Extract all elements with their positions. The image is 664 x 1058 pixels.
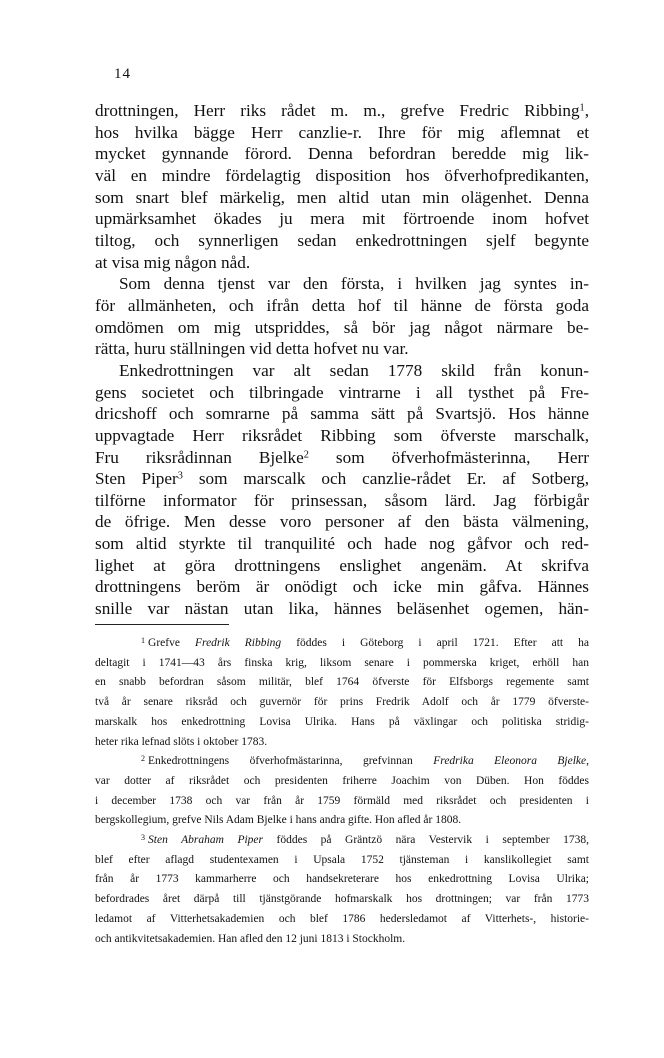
body-line <box>95 273 589 295</box>
footnote-text: heter rika lefnad slöts i oktober 1783. <box>95 735 268 748</box>
footnote-text: från år 1773 kammarherre och handsekreterare hos enkedrottning Lovisa Ulrika; <box>95 873 589 886</box>
body-line-text: de öfrige. Men desse voro personer af den bästa välmening, <box>95 512 589 532</box>
footnote-line <box>95 634 589 654</box>
body-line-text: at visa mig någon nåd. <box>95 252 251 272</box>
footnote-marker: 3 <box>141 832 146 842</box>
body-line <box>95 425 589 447</box>
footnote-text: föddes på Gräntzö nära Vestervik i september 1738, <box>263 834 589 847</box>
footnote-line <box>95 654 589 674</box>
body-line-text: som marscalk och canzlie-rådet Er. af Sotberg, <box>182 469 589 489</box>
footnote-person-name: Fredrik Ribbing <box>195 637 282 649</box>
body-line <box>95 122 589 144</box>
footnote-line <box>95 851 589 871</box>
body-line-text: som altid styrkte til tranquilité och hade nog gåfvor och red- <box>95 534 589 554</box>
footnote-text: två år senare riksråd och guvernör för prins Fredrik Adolf och år 1779 öfverste- <box>95 696 589 709</box>
footnote-text: ledamot af Vitterhetsakademien och blef 1786 hedersledamot af Vitterhets-, historie- <box>95 912 589 925</box>
body-line-text: rätta, huru ställningen vid detta hofvet nu var. <box>95 339 409 359</box>
body-line-text: Fru riksrådinnan Bjelke <box>95 447 304 467</box>
body-line-text: Sten Piper <box>95 469 178 489</box>
footnote-text: föddes i Göteborg i april 1721. Efter att ha <box>281 637 589 649</box>
footnote-text: befordrades året därpå till tjänstgörande hofmarskalk hos drottningen; var från 1773 <box>95 893 589 906</box>
footnote-text: blef efter aflagd studentexamen i Upsala 1752 tjänsteman i kanslikollegiet samt <box>95 853 589 866</box>
footnote-line <box>95 831 589 851</box>
body-line-text: drottningens beröm är onödigt och icke min gåfva. Hännes <box>95 577 589 597</box>
body-line-text: väl en mindre fördelagtig disposition hos öfverhofpredikanten, <box>95 165 589 185</box>
footnote-text: bergskollegium, grefve Nils Adam Bjelke i hans andra gifte. Hon afled år 1808. <box>95 814 462 827</box>
body-text <box>95 100 589 620</box>
footnote-text: i december 1738 och var från år 1759 förmäld med riksrådet och presidenten i <box>95 794 589 807</box>
body-line <box>95 447 589 469</box>
body-line <box>95 533 589 555</box>
footnote-line <box>95 772 589 792</box>
footnote-reference: 2 <box>303 448 309 460</box>
body-line <box>95 360 589 382</box>
footnote-text: en snabb befordran såsom militär, blef 1764 öfverste för Elfsborgs regemente samt <box>95 676 589 689</box>
footnotes <box>95 634 589 949</box>
body-line <box>95 468 589 490</box>
body-line <box>95 208 589 230</box>
footnote-reference: 1 <box>579 102 585 114</box>
body-line <box>95 382 589 404</box>
body-line <box>95 511 589 533</box>
body-line-text: tiltog, och synnerligen sedan enkedrottningen sjelf begynte <box>95 230 589 250</box>
footnote-separator <box>95 624 229 625</box>
footnote-text: , <box>586 755 590 768</box>
body-line <box>95 403 589 425</box>
body-line-text: för allmänheten, och ifrån detta hof til hänne de första goda <box>95 295 589 315</box>
body-line <box>95 100 589 122</box>
body-line-text: upmärksamhet ökades ju mera mit förtroende inom hofvet <box>95 209 589 229</box>
footnote-line <box>95 713 589 733</box>
footnote-text: deltagit i 1741—43 års finska krig, liksom senare i pommerska kriget, erhöll han <box>95 656 589 669</box>
footnote-line <box>95 930 589 950</box>
footnote-text: var dotter af riksrådet och presidenten friherre Joachim von Düben. Hon föddes <box>95 774 589 787</box>
body-line-text: omdömen om mig utspriddes, så bör jag något närmare be- <box>95 317 589 337</box>
body-line-text: dricshoff och somrarne på samma sätt på Svartsjö. Hos hänne <box>95 404 589 424</box>
body-line-text: Som denna tjenst var den första, i hvilken jag syntes in- <box>119 274 589 294</box>
body-line <box>95 576 589 598</box>
body-line <box>95 490 589 512</box>
body-line <box>95 165 589 187</box>
body-line <box>95 230 589 252</box>
footnote-line <box>95 910 589 930</box>
body-line-text: tilförne informator för prinsessan, såsom lärd. Jag förbigår <box>95 490 589 510</box>
footnote-marker: 1 <box>141 635 146 645</box>
footnote-line <box>95 811 589 831</box>
footnote-line <box>95 890 589 910</box>
body-line <box>95 598 589 620</box>
body-line <box>95 143 589 165</box>
body-line-text: , <box>584 101 589 120</box>
footnote-line <box>95 673 589 693</box>
body-line-text: hos hvilka bägge Herr canzlie-r. Ihre för mig aflemnat et <box>95 122 589 142</box>
body-line-text: lighet at göra drottningens enslighet angenäm. At skrifva <box>95 555 589 575</box>
footnote-line <box>95 870 589 890</box>
footnote-person-name: Sten Abraham Piper <box>148 834 263 847</box>
body-line <box>95 295 589 317</box>
body-line-text: som öfverhofmästerinna, Herr <box>308 447 589 467</box>
body-line-text: drottningen, Herr riks rådet m. m., grefve Fredric Ribbing <box>95 101 580 120</box>
footnote-line <box>95 752 589 772</box>
body-line-text: gens societet och tilbringade vintrarne i all tysthet på Fre- <box>95 382 589 402</box>
body-line <box>95 338 589 360</box>
body-line-text: snille var nästan utan lika, hännes beläsenhet ogemen, hän- <box>95 599 589 619</box>
page-number: 14 <box>114 66 131 82</box>
footnote-text: Enkedrottningens öfverhofmästarinna, grefvinnan <box>148 755 434 768</box>
body-line-text: som snart blef märkelig, men altid utan min olägenhet. Denna <box>95 187 589 207</box>
body-line-text: mycket gynnande förord. Denna befordran beredde mig lik- <box>95 144 589 164</box>
footnote-line <box>95 693 589 713</box>
footnote-person-name: Fredrika Eleonora Bjelke <box>433 755 587 768</box>
body-line-text: Enkedrottningen var alt sedan 1778 skild från konun- <box>119 360 589 380</box>
footnote-text: och antikvitetsakademien. Han afled den 12 juni 1813 i Stockholm. <box>95 932 406 945</box>
footnote-line <box>95 792 589 812</box>
body-line <box>95 555 589 577</box>
footnote-text: marskalk hos enkedrottning Lovisa Ulrika. Hans på växlingar och politiska stridig- <box>95 715 589 728</box>
body-line-text: uppvagtade Herr riksrådet Ribbing som öfverste marschalk, <box>95 425 589 445</box>
body-line <box>95 317 589 339</box>
body-line <box>95 187 589 209</box>
footnote-reference: 3 <box>177 470 183 482</box>
footnote-line <box>95 733 589 753</box>
footnote-marker: 2 <box>141 754 146 763</box>
footnote-text: Grefve <box>148 637 195 649</box>
body-line <box>95 252 589 274</box>
